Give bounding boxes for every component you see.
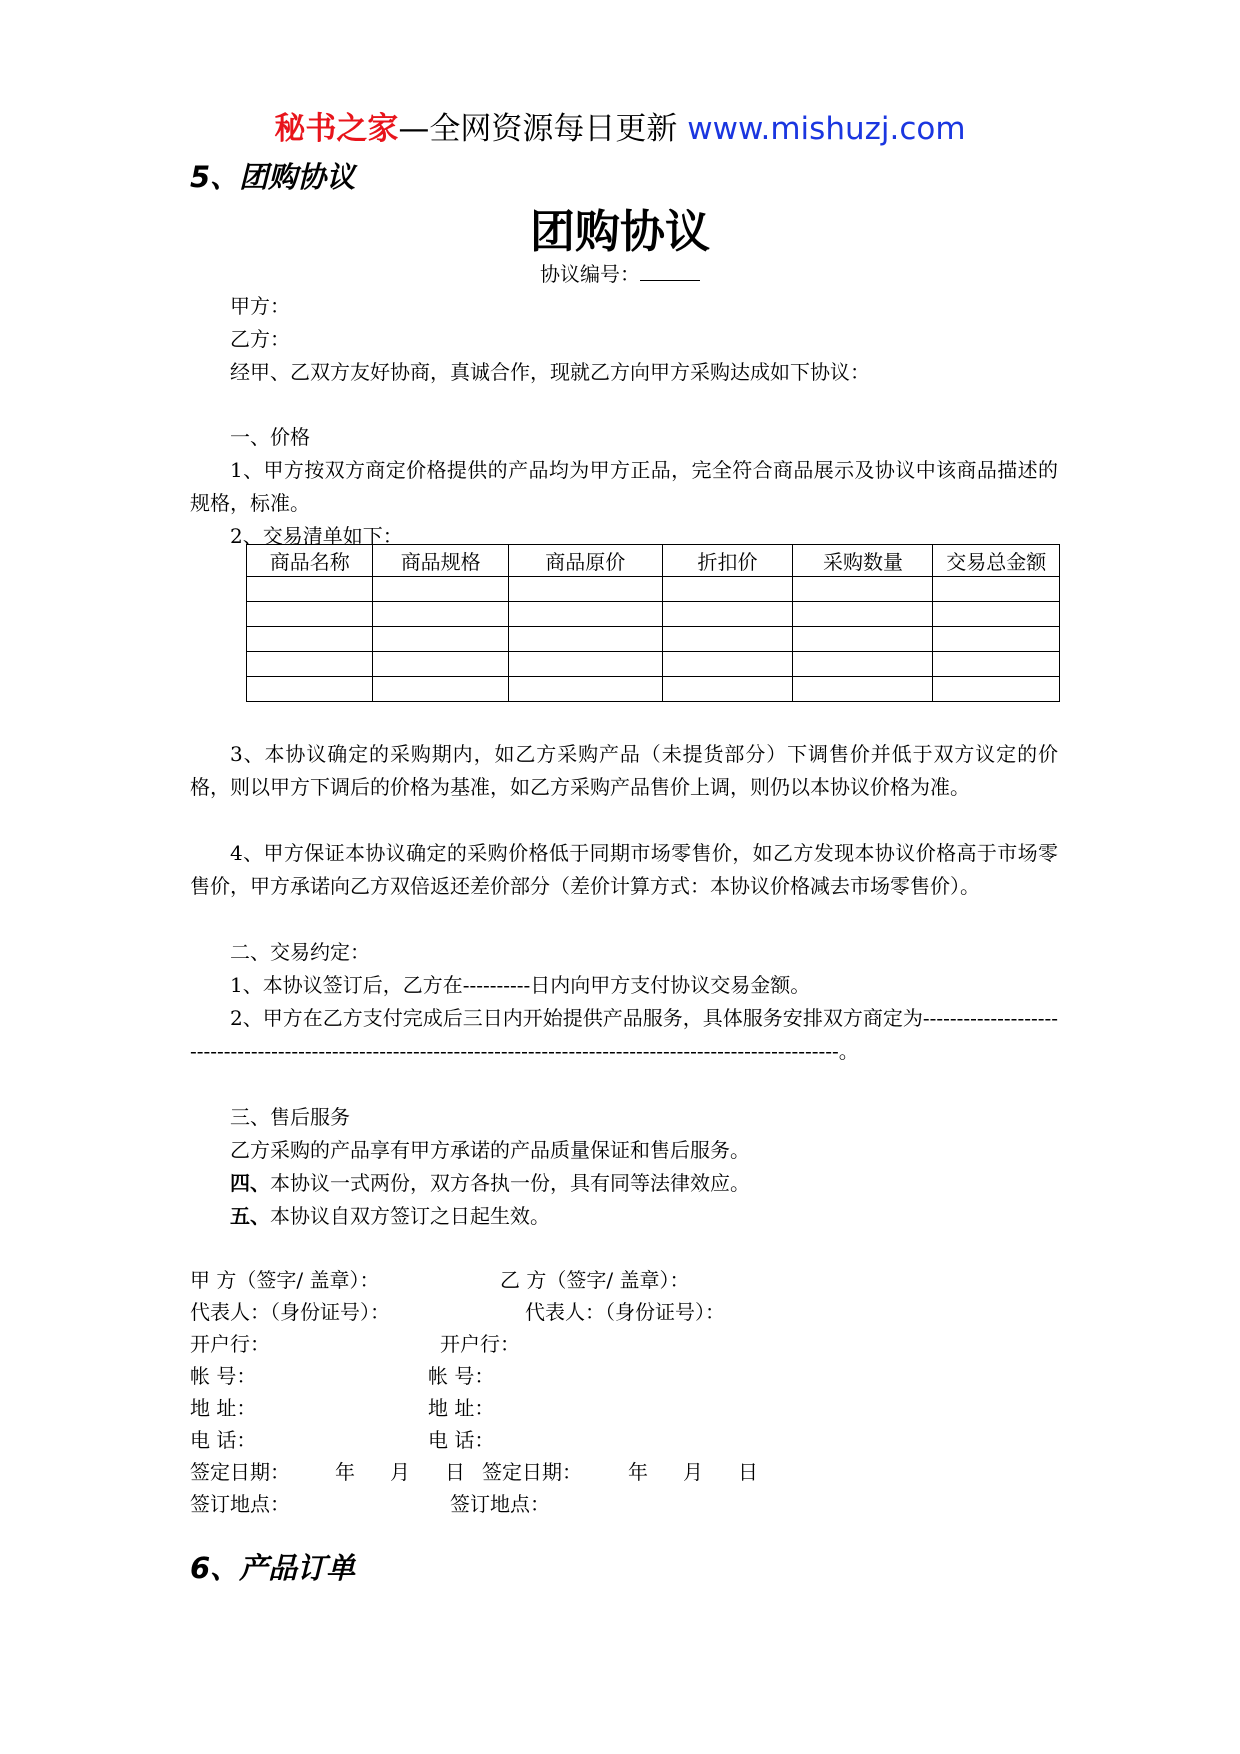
section-5-heading: 5、团购协议 xyxy=(190,160,356,194)
party-a-signature-label: 甲 方（签字/ 盖章）： xyxy=(190,1268,380,1292)
party-a-bank-label: 开户行： xyxy=(190,1332,270,1356)
table-cell xyxy=(793,602,933,627)
party-a-phone-label: 电 话： xyxy=(190,1428,257,1452)
table-cell xyxy=(933,602,1060,627)
table-cell xyxy=(373,677,508,702)
table-cell xyxy=(793,677,933,702)
table-cell xyxy=(373,577,508,602)
table-cell xyxy=(662,602,793,627)
party-a-account-label: 帐 号： xyxy=(190,1364,257,1388)
party-a-date-month: 月 xyxy=(390,1460,410,1484)
table-cell xyxy=(933,677,1060,702)
section-2-para-2: 2、甲方在乙方支付完成后三日内开始提供产品服务，具体服务安排双方商定为--------------------------------------------------------------------------------------------------------------------。 xyxy=(190,1006,1058,1063)
table-cell xyxy=(662,627,793,652)
table-body xyxy=(247,577,1060,702)
party-b-line: 乙方： xyxy=(230,327,290,351)
banner-url[interactable]: www.mishuzj.com xyxy=(687,111,966,147)
table-cell xyxy=(793,627,933,652)
agreement-number-blank xyxy=(640,262,700,281)
party-a-rep-label: 代表人：（身份证号）： xyxy=(190,1300,390,1324)
banner-brand: 秘书之家 xyxy=(274,111,399,147)
section-1-para-4: 4、甲方保证本协议确定的采购价格低于同期市场零售价，如乙方发现本协议价格高于市场零售价，甲方承诺向乙方双倍返还差价部分（差价计算方式：本协议价格减去市场零售价）。 xyxy=(190,841,1058,898)
agreement-number-label: 协议编号： xyxy=(540,262,640,286)
table-cell xyxy=(247,602,373,627)
section-1-heading: 一、价格 xyxy=(230,425,310,449)
table-cell xyxy=(662,677,793,702)
table-cell xyxy=(662,577,793,602)
table-cell xyxy=(508,577,662,602)
section-2-heading: 二、交易约定： xyxy=(230,940,370,964)
table-row xyxy=(247,627,1060,652)
section-4-text: 本协议一式两份，双方各执一份，具有同等法律效应。 xyxy=(270,1171,750,1195)
table-row xyxy=(247,652,1060,677)
table-cell xyxy=(508,652,662,677)
table-cell xyxy=(247,627,373,652)
section-1-para-3: 3、本协议确定的采购期内，如乙方采购产品（未提货部分）下调售价并低于双方议定的价格，则以甲方下调后的价格为基准，如乙方采购产品售价上调，则仍以本协议价格为准。 xyxy=(190,742,1058,799)
table-header-cell: 商品原价 xyxy=(508,545,662,577)
section-5-text: 本协议自双方签订之日起生效。 xyxy=(270,1204,550,1228)
party-b-rep-label: 代表人：（身份证号）： xyxy=(525,1300,725,1324)
section-1-para-1: 1、甲方按双方商定价格提供的产品均为甲方正品，完全符合商品展示及协议中该商品描述的规格，标准。 xyxy=(190,458,1058,515)
section-3-heading: 三、售后服务 xyxy=(230,1105,350,1129)
section-2-para-1: 1、本协议签订后，乙方在----------日内向甲方支付协议交易金额。 xyxy=(230,973,811,997)
party-a-date-year: 年 xyxy=(335,1460,355,1484)
section-4-lead: 四、 xyxy=(230,1171,270,1195)
table-header-cell: 商品规格 xyxy=(373,545,508,577)
party-b-account-label: 帐 号： xyxy=(428,1364,495,1388)
section-4-line xyxy=(230,1167,750,1200)
transaction-table xyxy=(246,544,1060,702)
section-1-para-2: 2、交易清单如下： xyxy=(230,524,403,548)
table-row xyxy=(247,577,1060,602)
table-cell xyxy=(793,652,933,677)
table-row xyxy=(247,602,1060,627)
table-header-row xyxy=(247,545,1060,577)
table-cell xyxy=(373,652,508,677)
agreement-number xyxy=(0,258,1240,287)
party-a-date-label: 签定日期： xyxy=(190,1460,290,1484)
table-row xyxy=(247,677,1060,702)
party-b-address-label: 地 址： xyxy=(428,1396,495,1420)
table-cell xyxy=(373,627,508,652)
document-title: 团购协议 xyxy=(529,205,710,258)
table-cell xyxy=(247,577,373,602)
banner-slogan: —全网资源每日更新 xyxy=(398,111,678,147)
table-cell xyxy=(508,627,662,652)
section-5-line xyxy=(230,1200,550,1233)
table-header-cell: 折扣价 xyxy=(662,545,793,577)
table-cell xyxy=(933,652,1060,677)
table-cell xyxy=(933,627,1060,652)
party-b-date-label: 签定日期： xyxy=(482,1460,582,1484)
table-cell xyxy=(793,577,933,602)
table-cell xyxy=(508,602,662,627)
table-cell xyxy=(508,677,662,702)
intro-text: 经甲、乙双方友好协商，真诚合作，现就乙方向甲方采购达成如下协议： xyxy=(230,360,870,384)
table-cell xyxy=(933,577,1060,602)
table-header-cell: 采购数量 xyxy=(793,545,933,577)
section-5-lead: 五、 xyxy=(230,1204,270,1228)
table-header-cell: 交易总金额 xyxy=(933,545,1060,577)
party-b-bank-label: 开户行： xyxy=(440,1332,520,1356)
party-a-line: 甲方： xyxy=(230,294,290,318)
party-a-date-day: 日 xyxy=(445,1460,465,1484)
party-b-date-day: 日 xyxy=(738,1460,758,1484)
party-b-phone-label: 电 话： xyxy=(428,1428,495,1452)
party-a-place-label: 签订地点： xyxy=(190,1492,290,1516)
table-header-cell: 商品名称 xyxy=(247,545,373,577)
table-cell xyxy=(662,652,793,677)
party-b-date-month: 月 xyxy=(683,1460,703,1484)
party-b-place-label: 签订地点： xyxy=(450,1492,550,1516)
party-a-address-label: 地 址： xyxy=(190,1396,257,1420)
party-b-date-year: 年 xyxy=(628,1460,648,1484)
site-banner xyxy=(0,103,1240,148)
table-cell xyxy=(247,652,373,677)
section-6-heading: 6、产品订单 xyxy=(190,1551,356,1585)
table-cell xyxy=(247,677,373,702)
section-3-para-1: 乙方采购的产品享有甲方承诺的产品质量保证和售后服务。 xyxy=(230,1138,750,1162)
party-b-signature-label: 乙 方（签字/ 盖章）： xyxy=(500,1268,690,1292)
table-cell xyxy=(373,602,508,627)
